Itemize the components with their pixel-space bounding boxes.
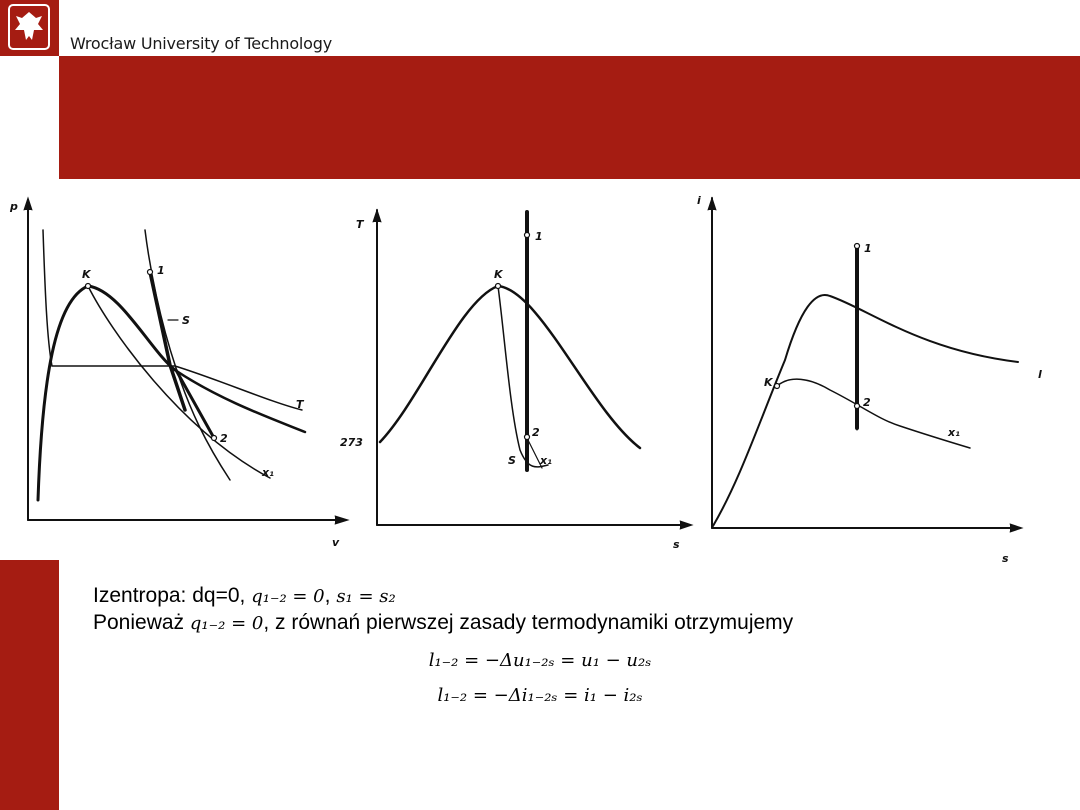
equation-work-u: l₁₋₂ = −Δu₁₋₂ₛ = u₁ − u₂ₛ <box>428 650 652 671</box>
izentropa-line <box>93 583 1053 610</box>
s1-s2-equation: s₁ = s₂ <box>336 586 396 607</box>
separator: , <box>324 584 337 607</box>
is-x1-curve <box>777 379 970 448</box>
is-x-label: s <box>1002 552 1009 565</box>
izentropa-prefix: Izentropa: dq=0, <box>93 584 252 607</box>
poniewaz-prefix: Ponieważ <box>93 611 190 634</box>
q12-equation-2: q₁₋₂ = 0 <box>189 613 264 634</box>
is-label-l: l <box>1038 368 1042 381</box>
title-band <box>59 56 1080 179</box>
ts-saturation-dome <box>380 286 640 448</box>
ts-label-s: S <box>508 454 516 467</box>
ts-diagram <box>373 210 692 529</box>
ts-label-x1: x₁ <box>540 454 552 467</box>
pv-label-x1: x₁ <box>262 466 274 479</box>
pv-x1-curve <box>88 286 270 478</box>
poniewaz-line <box>93 610 1053 637</box>
ts-y-label: T <box>356 218 364 231</box>
pv-y-label: p <box>10 200 18 213</box>
is-upper-curve <box>713 295 1018 526</box>
ts-label-k: K <box>494 268 503 281</box>
pv-label-s: S <box>182 314 190 327</box>
university-name: Wrocław University of Technology <box>70 34 332 53</box>
pv-x-label: v <box>332 536 340 549</box>
ts-x1-curve <box>498 286 548 467</box>
text-block <box>93 583 1053 637</box>
university-logo <box>0 0 59 56</box>
is-label-1: 1 <box>864 242 872 255</box>
ts-tick-273: 273 <box>340 436 363 449</box>
ts-label-2: 2 <box>532 426 540 439</box>
poniewaz-suffix: , z równań pierwszej zasady termodynamiki otrzymujemy <box>263 611 794 634</box>
pv-label-2: 2 <box>220 432 228 445</box>
ts-x-label: s <box>673 538 680 551</box>
is-label-k: K <box>764 376 773 389</box>
is-y-label: i <box>697 194 701 207</box>
pv-label-1: 1 <box>157 264 165 277</box>
diagrams-figure <box>0 180 1080 565</box>
equation-work-i: l₁₋₂ = −Δi₁₋₂ₛ = i₁ − i₂ₛ <box>437 685 643 706</box>
is-label-x1: x₁ <box>948 426 960 439</box>
eagle-icon <box>0 0 59 56</box>
ts-label-1: 1 <box>535 230 543 243</box>
q12-equation: q₁₋₂ = 0 <box>251 586 325 607</box>
pv-diagram <box>24 198 348 524</box>
is-label-2: 2 <box>863 396 871 409</box>
pv-label-k: K <box>82 268 91 281</box>
pv-label-t: T <box>296 398 304 411</box>
